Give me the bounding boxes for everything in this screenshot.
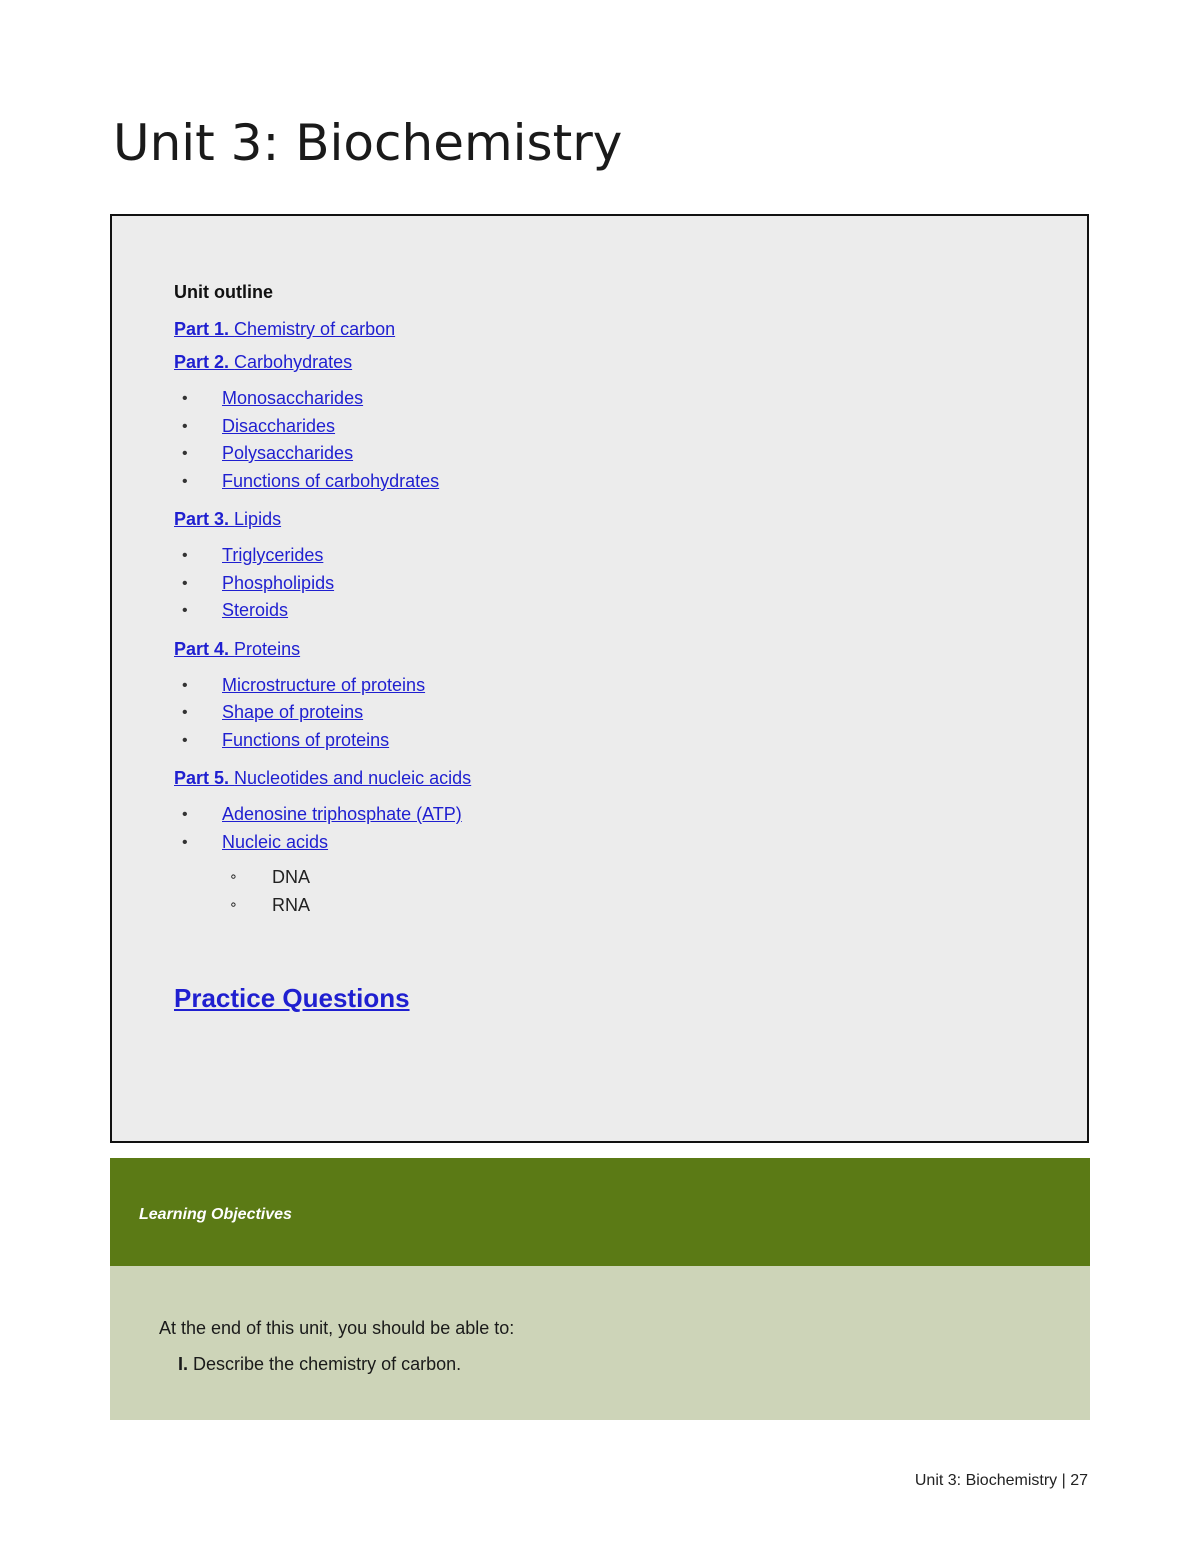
outline-part-label: Proteins [234, 638, 301, 659]
outline-sublist [174, 672, 1047, 755]
outline-part-number: Part 3. [174, 509, 230, 529]
outline-sublist [174, 385, 1047, 495]
outline-subitem [174, 699, 1047, 727]
bullet-icon: • [182, 472, 188, 490]
page-number: 27 [1070, 1472, 1088, 1489]
outline-subitem-link[interactable]: Disaccharides [222, 415, 336, 436]
outline-part-link[interactable] [174, 768, 471, 788]
outline-subitem-link[interactable]: Phospholipids [222, 572, 335, 593]
objective-number: I. [178, 1354, 189, 1374]
outline-subitem [174, 672, 1047, 700]
bullet-icon: • [182, 833, 188, 851]
outline-sublist [174, 542, 1047, 625]
outline-subitem-link[interactable]: Polysaccharides [222, 443, 354, 463]
outline-part-label: Nucleotides and nucleic acids [234, 768, 472, 788]
outline-parts-list [174, 319, 1047, 919]
outline-subitem-link[interactable]: Functions of proteins [222, 729, 390, 750]
page-title: Unit 3: Biochemistry [113, 114, 623, 172]
unit-outline-content [174, 282, 1047, 1014]
circle-bullet-icon: ∘ [229, 868, 238, 884]
outline-subitem [174, 468, 1047, 496]
learning-objectives-body [110, 1266, 1090, 1420]
outline-subitem-link[interactable]: Microstructure of proteins [222, 674, 426, 695]
objectives-intro: At the end of this unit, you should be able to: [159, 1318, 515, 1338]
unit-outline-box [110, 214, 1089, 1143]
outline-part-label: Lipids [234, 509, 282, 529]
outline-part-number: Part 5. [174, 768, 230, 788]
page-footer [915, 1472, 1088, 1490]
outline-part-number: Part 2. [174, 352, 230, 372]
outline-subitem [174, 413, 1047, 441]
outline-part-link[interactable] [174, 319, 395, 339]
circle-bullet-icon: ∘ [229, 895, 238, 912]
outline-subitem [174, 570, 1047, 598]
outline-part-3[interactable] [174, 509, 1047, 530]
outline-nested-list [174, 864, 1047, 919]
bullet-icon: • [182, 417, 188, 435]
outline-part-label: Carbohydrates [234, 352, 353, 372]
bullet-icon: • [182, 602, 188, 619]
practice-questions-link[interactable]: Practice Questions [174, 983, 410, 1013]
outline-subitem [174, 542, 1047, 570]
outline-nested-item [174, 892, 1047, 920]
outline-subitem [174, 829, 1047, 857]
footer-title: Unit 3: Biochemistry [914, 1472, 1058, 1489]
outline-subitem-link[interactable]: Steroids [222, 600, 289, 620]
objective-text: Describe the chemistry of carbon. [193, 1354, 462, 1374]
outline-part-5[interactable] [174, 768, 1047, 789]
outline-heading: Unit outline [174, 282, 273, 302]
outline-subitem [174, 801, 1047, 829]
outline-part-label: Chemistry of carbon [234, 319, 396, 339]
bullet-icon: • [182, 731, 188, 749]
objective-item [178, 1354, 461, 1375]
outline-part-number: Part 4. [174, 638, 230, 659]
outline-subitem-link[interactable]: Adenosine triphosphate (ATP) [222, 804, 462, 824]
footer-separator: | [1061, 1472, 1066, 1489]
outline-nested-label: RNA [272, 894, 311, 915]
outline-part-4[interactable] [174, 639, 1047, 660]
bullet-icon: • [182, 676, 188, 694]
outline-part-number: Part 1. [174, 319, 230, 339]
bullet-icon: • [182, 390, 188, 407]
outline-subitem [174, 385, 1047, 413]
outline-subitem [174, 727, 1047, 755]
outline-nested-label: DNA [272, 867, 311, 887]
outline-part-1[interactable] [174, 319, 1047, 340]
outline-subitem [174, 597, 1047, 625]
outline-subitem-link[interactable]: Nucleic acids [222, 831, 329, 852]
bullet-icon: • [182, 445, 188, 462]
outline-part-link[interactable] [174, 352, 352, 372]
outline-subitem [174, 440, 1047, 468]
bullet-icon: • [182, 547, 188, 564]
outline-subitem-link[interactable]: Triglycerides [222, 545, 324, 565]
outline-subitem-link[interactable]: Shape of proteins [222, 702, 364, 722]
bullet-icon: • [182, 704, 188, 721]
outline-subitem-link[interactable]: Monosaccharides [222, 388, 364, 408]
outline-part-link[interactable] [174, 639, 300, 659]
bullet-icon: • [182, 574, 188, 592]
outline-nested-item [174, 864, 1047, 892]
outline-subitem-link[interactable]: Functions of carbohydrates [222, 470, 440, 491]
outline-part-2[interactable] [174, 352, 1047, 373]
learning-objectives-header [110, 1158, 1090, 1266]
outline-sublist [174, 801, 1047, 919]
learning-objectives-title: Learning Objectives [139, 1206, 292, 1223]
outline-part-link[interactable] [174, 509, 281, 529]
bullet-icon: • [182, 806, 188, 823]
